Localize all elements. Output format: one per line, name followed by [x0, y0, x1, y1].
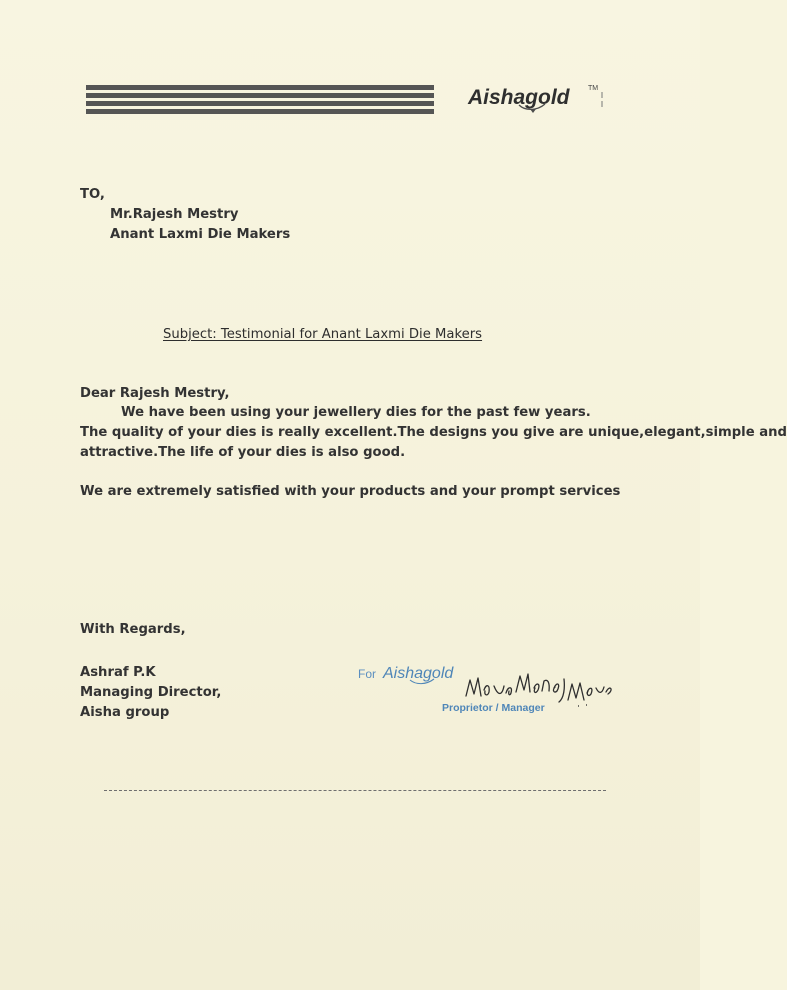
- letterhead-bar: [86, 85, 434, 90]
- stamp-role: Proprietor / Manager: [442, 702, 545, 714]
- letterhead-bar: [86, 93, 434, 98]
- letter-subject: Subject: Testimonial for Anant Laxmi Die Makers: [163, 327, 483, 342]
- letterhead-bar: [86, 109, 434, 114]
- signature-stroke: [466, 674, 611, 702]
- bottom-divider: [104, 790, 606, 791]
- stamp-brand: Aishagold: [383, 665, 454, 682]
- brand-logo-text: Aishagold: [468, 86, 570, 109]
- logo-leaf-icon: [530, 109, 536, 113]
- signer-organization: Aisha group: [80, 705, 170, 720]
- recipient-name: Mr.Rajesh Mestry: [110, 207, 239, 222]
- aishagold-logo: [467, 80, 607, 120]
- stamp-prefix: For: [358, 667, 376, 681]
- body-line-4: We are extremely satisfied with your products and your prompt services: [80, 484, 621, 499]
- letterhead-bars: [86, 83, 434, 115]
- letterhead-bar: [86, 101, 434, 106]
- body-line-2: The quality of your dies is really excellent.The designs you give are unique,elegant,simple and: [80, 425, 787, 440]
- trademark-mark: TM: [588, 85, 599, 92]
- body-line-1: We have been using your jewellery dies for the past few years.: [121, 405, 591, 420]
- to-label: TO,: [80, 187, 105, 202]
- closing-regards: With Regards,: [80, 622, 186, 637]
- body-line-3: attractive.The life of your dies is also good.: [80, 445, 406, 460]
- signer-name: Ashraf P.K: [80, 665, 156, 680]
- handwritten-signature: [464, 666, 614, 710]
- salutation: Dear Rajesh Mestry,: [80, 386, 230, 401]
- signature-dots: [578, 705, 587, 706]
- signer-title: Managing Director,: [80, 685, 222, 700]
- recipient-company: Anant Laxmi Die Makers: [110, 227, 291, 242]
